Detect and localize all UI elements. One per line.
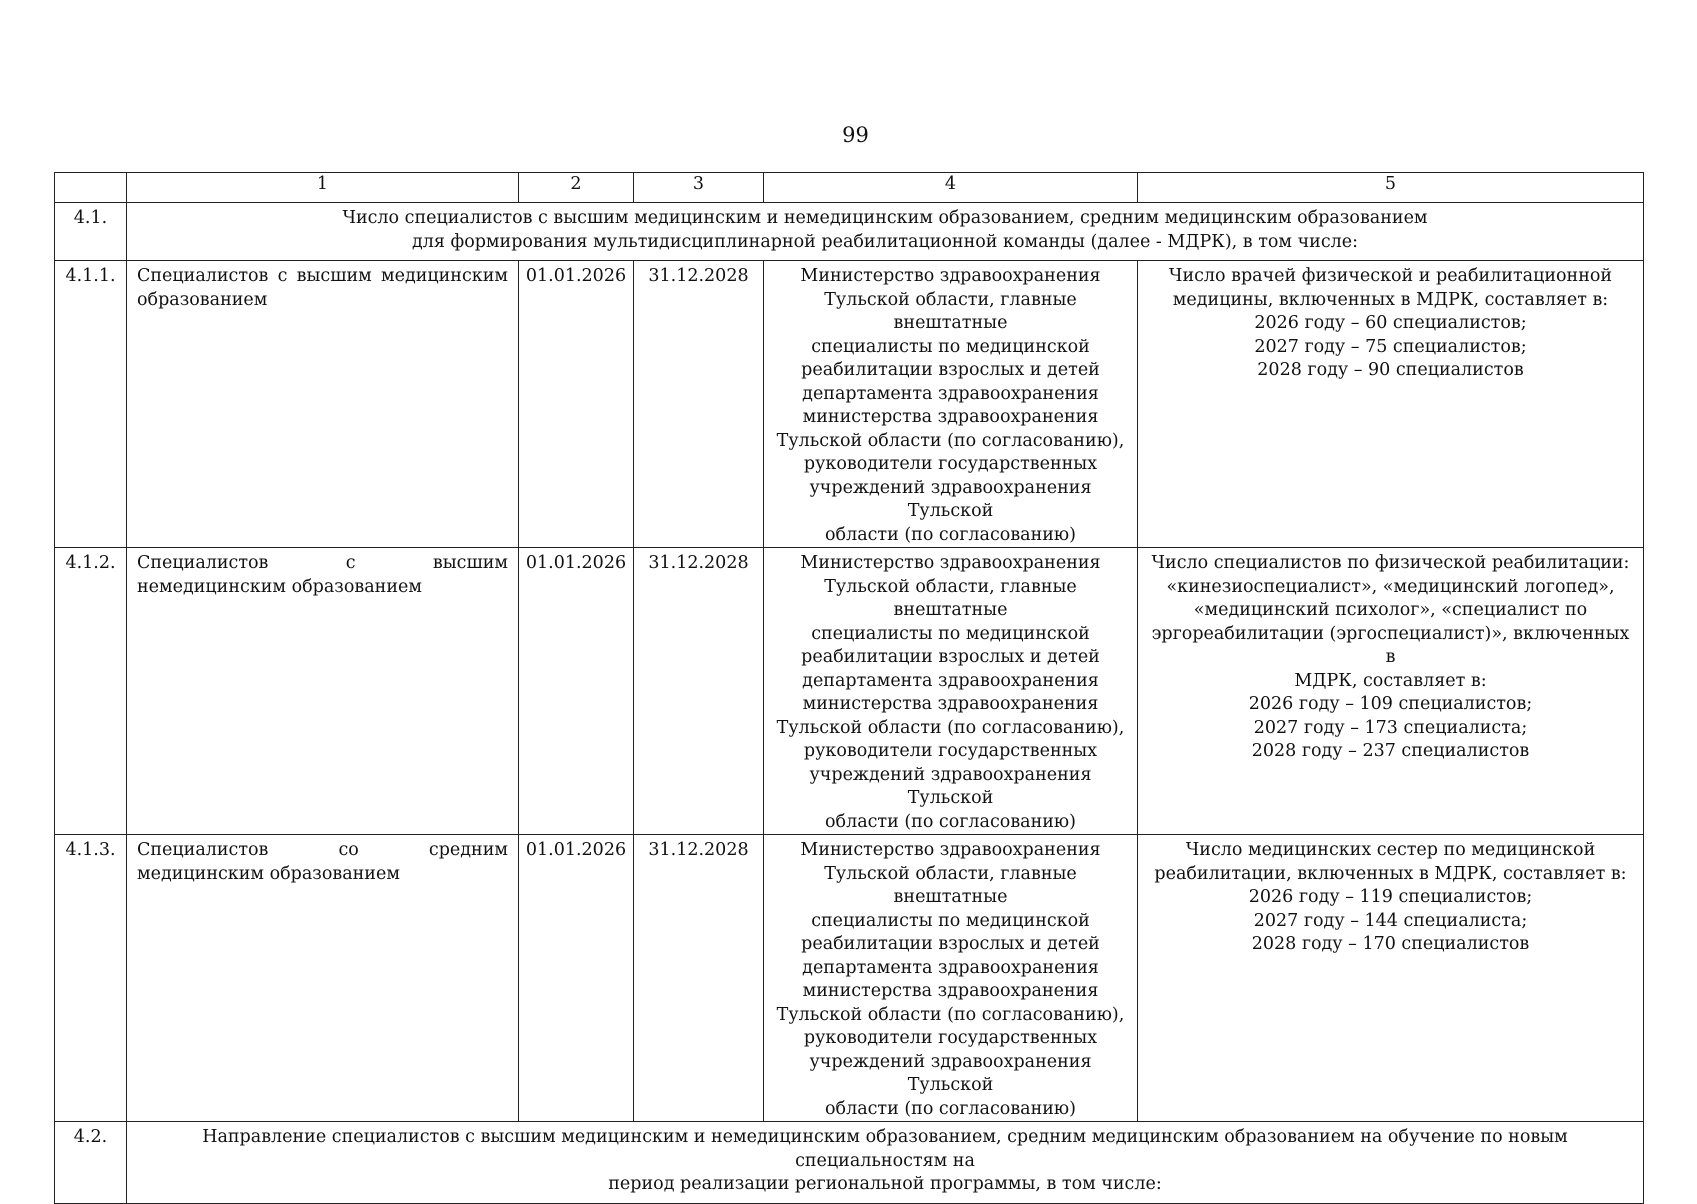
section-row-4-1 bbox=[55, 203, 1644, 261]
result-line: «медицинский психолог», «специалист по bbox=[1193, 600, 1588, 620]
result-line: «кинезиоспециалист», «медицинский логопед», bbox=[1166, 576, 1615, 597]
start-date: 01.01.2026 bbox=[519, 548, 634, 835]
result-line: эргореабилитации (эргоспециалист)», включенных в bbox=[1151, 623, 1630, 667]
result-line: 2027 году – 75 специалистов; bbox=[1254, 336, 1527, 357]
responsible-line: министерства здравоохранения bbox=[802, 407, 1099, 427]
row-title: Специалистов с высшим немедицинским образованием bbox=[127, 548, 519, 835]
row-title: Специалистов с высшим медицинским образованием bbox=[127, 261, 519, 548]
responsible-line: реабилитации взрослых и детей bbox=[801, 360, 1100, 380]
section-row-4-2 bbox=[55, 1122, 1644, 1204]
responsible-line: учреждений здравоохранения Тульской bbox=[809, 477, 1092, 521]
responsible-line: Министерство здравоохранения bbox=[800, 553, 1101, 573]
responsible-line: Тульской области (по согласованию), bbox=[776, 717, 1125, 738]
end-date: 31.12.2028 bbox=[634, 261, 764, 548]
responsible-cell bbox=[764, 835, 1138, 1122]
result-line: 2027 году – 144 специалиста; bbox=[1253, 910, 1528, 931]
section-number: 4.1. bbox=[55, 203, 127, 261]
section-heading-line: Число специалистов с высшим медицинским и немедицинским образованием, средним медицинским образованием bbox=[342, 208, 1428, 228]
end-date: 31.12.2028 bbox=[634, 835, 764, 1122]
program-table bbox=[54, 172, 1644, 1204]
header-cell-3: 3 bbox=[634, 173, 764, 203]
responsible-line: министерства здравоохранения bbox=[802, 694, 1099, 714]
result-line: медицины, включенных в МДРК, составляет в: bbox=[1172, 289, 1609, 310]
responsible-line: реабилитации взрослых и детей bbox=[801, 934, 1100, 954]
header-cell-5: 5 bbox=[1138, 173, 1644, 203]
responsible-line: учреждений здравоохранения Тульской bbox=[809, 1051, 1092, 1095]
responsible-line: области (по согласованию) bbox=[825, 811, 1076, 832]
responsible-line: специалисты по медицинской bbox=[811, 623, 1090, 644]
table-row bbox=[55, 261, 1644, 548]
result-line: Число врачей физической и реабилитационной bbox=[1168, 266, 1613, 286]
result-line: 2026 году – 109 специалистов; bbox=[1248, 694, 1533, 714]
section-heading-line: Направление специалистов с высшим медицинским и немедицинским образованием, средним медицинским образованием на обучение по новым специальностям на bbox=[202, 1127, 1568, 1171]
result-line: Число медицинских сестер по медицинской bbox=[1185, 840, 1596, 860]
result-cell bbox=[1138, 261, 1644, 548]
section-heading bbox=[127, 203, 1644, 261]
responsible-line: специалисты по медицинской bbox=[811, 910, 1090, 931]
table-row bbox=[55, 548, 1644, 835]
start-date: 01.01.2026 bbox=[519, 835, 634, 1122]
responsible-line: руководители государственных bbox=[803, 741, 1098, 761]
section-heading-line: период реализации региональной программы, в том числе: bbox=[608, 1174, 1162, 1194]
start-date: 01.01.2026 bbox=[519, 261, 634, 548]
result-cell bbox=[1138, 548, 1644, 835]
header-cell-1: 1 bbox=[127, 173, 519, 203]
responsible-line: руководители государственных bbox=[803, 454, 1098, 474]
row-number: 4.1.1. bbox=[55, 261, 127, 548]
row-number: 4.1.3. bbox=[55, 835, 127, 1122]
result-cell bbox=[1138, 835, 1644, 1122]
row-number: 4.1.2. bbox=[55, 548, 127, 835]
section-number: 4.2. bbox=[55, 1122, 127, 1204]
responsible-line: Тульской области, главные внештатные bbox=[824, 576, 1077, 620]
responsible-line: специалисты по медицинской bbox=[811, 336, 1090, 357]
section-heading-line: для формирования мультидисциплинарной реабилитационной команды (далее - МДРК), в том числе: bbox=[412, 231, 1358, 252]
responsible-line: Министерство здравоохранения bbox=[800, 840, 1101, 860]
result-line: 2028 году – 90 специалистов bbox=[1257, 360, 1524, 380]
row-title: Специалистов со средним медицинским образованием bbox=[127, 835, 519, 1122]
responsible-line: департамента здравоохранения bbox=[802, 957, 1099, 978]
result-line: МДРК, составляет в: bbox=[1294, 670, 1487, 691]
responsible-line: области (по согласованию) bbox=[825, 524, 1076, 545]
responsible-line: руководители государственных bbox=[803, 1028, 1098, 1048]
header-cell-blank bbox=[55, 173, 127, 203]
table-row bbox=[55, 835, 1644, 1122]
responsible-line: области (по согласованию) bbox=[825, 1098, 1076, 1119]
responsible-cell bbox=[764, 261, 1138, 548]
responsible-line: реабилитации взрослых и детей bbox=[801, 647, 1100, 667]
responsible-line: Тульской области (по согласованию), bbox=[776, 430, 1125, 451]
section-heading bbox=[127, 1122, 1644, 1204]
responsible-line: департамента здравоохранения bbox=[802, 383, 1099, 404]
header-cell-2: 2 bbox=[519, 173, 634, 203]
header-row bbox=[55, 173, 1644, 203]
result-line: Число специалистов по физической реабилитации: bbox=[1151, 553, 1630, 573]
responsible-line: Тульской области, главные внештатные bbox=[824, 289, 1077, 333]
end-date: 31.12.2028 bbox=[634, 548, 764, 835]
result-line: 2028 году – 237 специалистов bbox=[1251, 741, 1530, 761]
page-number: 99 bbox=[842, 123, 869, 147]
responsible-line: учреждений здравоохранения Тульской bbox=[809, 764, 1092, 808]
header-cell-4: 4 bbox=[764, 173, 1138, 203]
responsible-line: Министерство здравоохранения bbox=[800, 266, 1101, 286]
result-line: 2026 году – 60 специалистов; bbox=[1254, 313, 1527, 333]
result-line: 2026 году – 119 специалистов; bbox=[1248, 887, 1533, 907]
responsible-line: Тульской области (по согласованию), bbox=[776, 1004, 1125, 1025]
responsible-cell bbox=[764, 548, 1138, 835]
result-line: реабилитации, включенных в МДРК, составляет в: bbox=[1154, 863, 1627, 884]
responsible-line: департамента здравоохранения bbox=[802, 670, 1099, 691]
result-line: 2028 году – 170 специалистов bbox=[1251, 934, 1530, 954]
result-line: 2027 году – 173 специалиста; bbox=[1253, 717, 1528, 738]
responsible-line: Тульской области, главные внештатные bbox=[824, 863, 1077, 907]
responsible-line: министерства здравоохранения bbox=[802, 981, 1099, 1001]
